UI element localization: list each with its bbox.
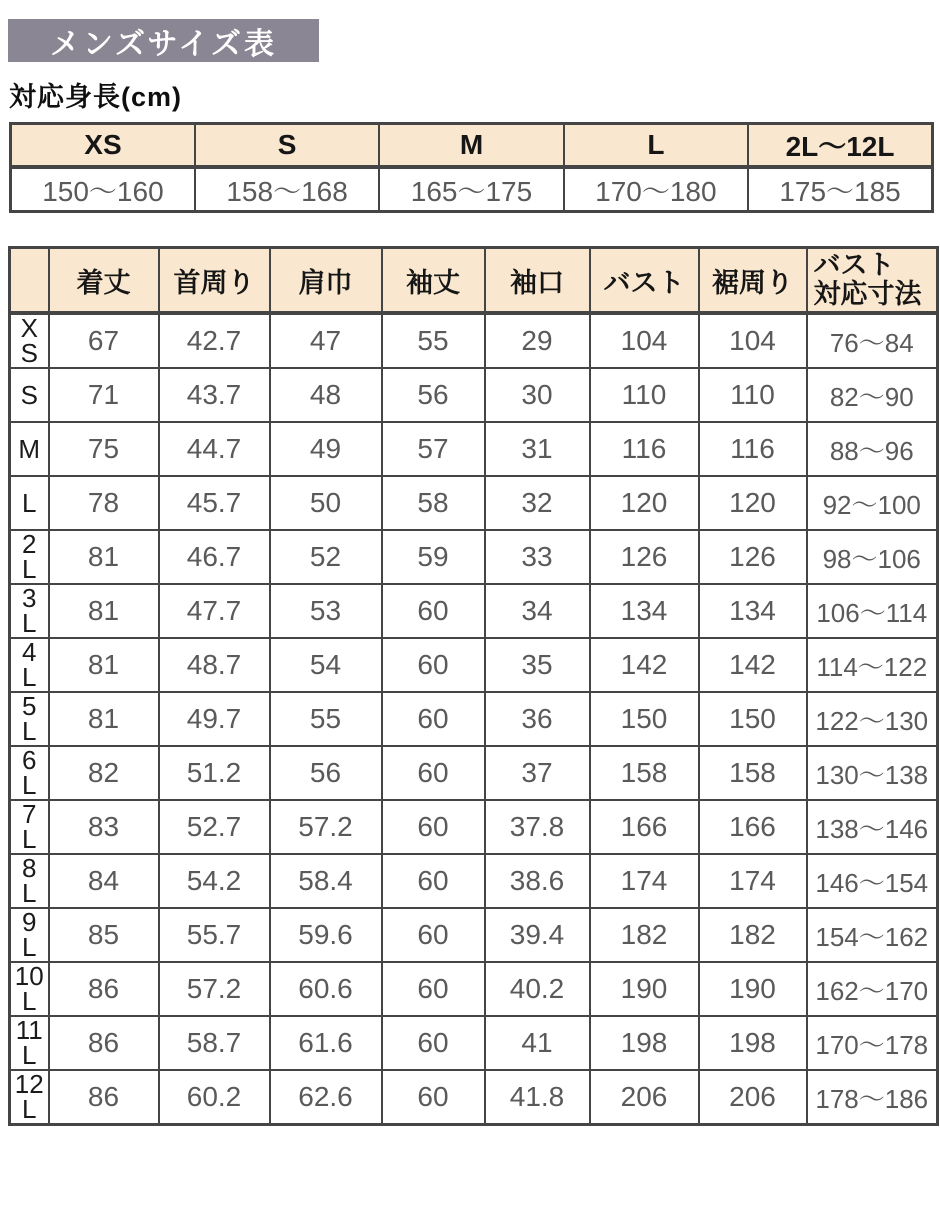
- size-value-cell: 60: [382, 1070, 485, 1125]
- size-value-cell: 76～84: [807, 313, 938, 368]
- size-value-cell: 146～154: [807, 854, 938, 908]
- size-value-cell: 104: [590, 313, 699, 368]
- size-value-cell: 55: [270, 692, 382, 746]
- size-value-cell: 178～186: [807, 1070, 938, 1125]
- size-row-label: X S: [10, 313, 49, 368]
- size-value-cell: 42.7: [159, 313, 270, 368]
- height-table: [9, 122, 934, 213]
- height-section-label: 対応身長(cm): [9, 82, 183, 112]
- size-value-cell: 37: [485, 746, 590, 800]
- size-value-cell: 122～130: [807, 692, 938, 746]
- size-col-header: バスト 対応寸法: [807, 248, 938, 314]
- size-table-corner-cell: [10, 248, 49, 314]
- size-value-cell: 45.7: [159, 476, 270, 530]
- size-table-row: [10, 530, 938, 584]
- size-value-cell: 104: [699, 313, 807, 368]
- size-col-header: バスト: [590, 248, 699, 314]
- size-col-header: 袖丈: [382, 248, 485, 314]
- height-table-header-row: [11, 124, 933, 168]
- size-value-cell: 120: [590, 476, 699, 530]
- size-value-cell: 198: [699, 1016, 807, 1070]
- size-table-body: [10, 313, 938, 1125]
- size-value-cell: 78: [49, 476, 159, 530]
- size-row-label: 12 L: [10, 1070, 49, 1125]
- size-value-cell: 126: [699, 530, 807, 584]
- size-value-cell: 60: [382, 638, 485, 692]
- size-table-header-row: [10, 248, 938, 314]
- size-value-cell: 57.2: [159, 962, 270, 1016]
- size-row-label: 4 L: [10, 638, 49, 692]
- size-value-cell: 56: [382, 368, 485, 422]
- size-value-cell: 114～122: [807, 638, 938, 692]
- size-value-cell: 59.6: [270, 908, 382, 962]
- size-value-cell: 150: [699, 692, 807, 746]
- size-value-cell: 52: [270, 530, 382, 584]
- page-title-banner: [8, 19, 319, 62]
- size-value-cell: 48.7: [159, 638, 270, 692]
- size-value-cell: 82: [49, 746, 159, 800]
- height-range-value: 175～185: [748, 167, 932, 212]
- size-table-row: [10, 422, 938, 476]
- size-value-cell: 182: [590, 908, 699, 962]
- size-value-cell: 58.7: [159, 1016, 270, 1070]
- size-value-cell: 62.6: [270, 1070, 382, 1125]
- height-col-header: 2L～12L: [748, 124, 932, 168]
- size-value-cell: 84: [49, 854, 159, 908]
- size-value-cell: 86: [49, 962, 159, 1016]
- size-value-cell: 52.7: [159, 800, 270, 854]
- size-value-cell: 170～178: [807, 1016, 938, 1070]
- size-value-cell: 56: [270, 746, 382, 800]
- size-value-cell: 134: [590, 584, 699, 638]
- size-value-cell: 39.4: [485, 908, 590, 962]
- size-table-row: [10, 476, 938, 530]
- size-value-cell: 38.6: [485, 854, 590, 908]
- size-value-cell: 34: [485, 584, 590, 638]
- size-value-cell: 60: [382, 800, 485, 854]
- size-value-cell: 174: [699, 854, 807, 908]
- size-value-cell: 57: [382, 422, 485, 476]
- size-row-label: 3 L: [10, 584, 49, 638]
- size-value-cell: 60.6: [270, 962, 382, 1016]
- size-row-label: 9 L: [10, 908, 49, 962]
- size-value-cell: 53: [270, 584, 382, 638]
- size-value-cell: 58.4: [270, 854, 382, 908]
- size-table-row: [10, 638, 938, 692]
- size-value-cell: 30: [485, 368, 590, 422]
- size-value-cell: 31: [485, 422, 590, 476]
- size-table-row: [10, 1070, 938, 1125]
- size-value-cell: 206: [590, 1070, 699, 1125]
- size-row-label: 11 L: [10, 1016, 49, 1070]
- size-value-cell: 75: [49, 422, 159, 476]
- size-value-cell: 81: [49, 584, 159, 638]
- size-value-cell: 61.6: [270, 1016, 382, 1070]
- size-value-cell: 60: [382, 908, 485, 962]
- size-value-cell: 82～90: [807, 368, 938, 422]
- size-value-cell: 116: [590, 422, 699, 476]
- size-table-row: [10, 313, 938, 368]
- size-value-cell: 47.7: [159, 584, 270, 638]
- size-value-cell: 67: [49, 313, 159, 368]
- size-value-cell: 81: [49, 692, 159, 746]
- size-value-cell: 60: [382, 962, 485, 1016]
- size-value-cell: 81: [49, 638, 159, 692]
- size-table: [8, 246, 939, 1126]
- size-value-cell: 198: [590, 1016, 699, 1070]
- size-table-row: [10, 746, 938, 800]
- size-value-cell: 32: [485, 476, 590, 530]
- size-value-cell: 44.7: [159, 422, 270, 476]
- size-value-cell: 71: [49, 368, 159, 422]
- size-table-row: [10, 368, 938, 422]
- size-row-label: L: [10, 476, 49, 530]
- size-value-cell: 59: [382, 530, 485, 584]
- size-value-cell: 206: [699, 1070, 807, 1125]
- size-value-cell: 174: [590, 854, 699, 908]
- size-value-cell: 49.7: [159, 692, 270, 746]
- size-value-cell: 47: [270, 313, 382, 368]
- size-value-cell: 60: [382, 854, 485, 908]
- size-value-cell: 60: [382, 746, 485, 800]
- size-value-cell: 134: [699, 584, 807, 638]
- size-value-cell: 190: [590, 962, 699, 1016]
- size-value-cell: 83: [49, 800, 159, 854]
- size-value-cell: 110: [590, 368, 699, 422]
- size-value-cell: 57.2: [270, 800, 382, 854]
- size-value-cell: 126: [590, 530, 699, 584]
- size-col-header: 袖口: [485, 248, 590, 314]
- size-value-cell: 158: [590, 746, 699, 800]
- height-table-value-row: [11, 167, 933, 212]
- size-value-cell: 60: [382, 692, 485, 746]
- size-col-header: 肩巾: [270, 248, 382, 314]
- size-value-cell: 54: [270, 638, 382, 692]
- size-value-cell: 92～100: [807, 476, 938, 530]
- size-col-header: 着丈: [49, 248, 159, 314]
- size-value-cell: 98～106: [807, 530, 938, 584]
- size-value-cell: 138～146: [807, 800, 938, 854]
- height-range-value: 158～168: [195, 167, 379, 212]
- size-value-cell: 41: [485, 1016, 590, 1070]
- size-row-label: 6 L: [10, 746, 49, 800]
- size-row-label: S: [10, 368, 49, 422]
- size-table-row: [10, 692, 938, 746]
- size-value-cell: 81: [49, 530, 159, 584]
- size-value-cell: 110: [699, 368, 807, 422]
- size-row-label: 2 L: [10, 530, 49, 584]
- height-range-value: 150～160: [11, 167, 195, 212]
- page-title: メンズサイズ表: [49, 27, 278, 61]
- size-value-cell: 51.2: [159, 746, 270, 800]
- size-value-cell: 60: [382, 1016, 485, 1070]
- size-value-cell: 35: [485, 638, 590, 692]
- size-col-header: 裾周り: [699, 248, 807, 314]
- size-value-cell: 142: [699, 638, 807, 692]
- size-value-cell: 46.7: [159, 530, 270, 584]
- size-value-cell: 48: [270, 368, 382, 422]
- size-row-label: 7 L: [10, 800, 49, 854]
- size-row-label: 5 L: [10, 692, 49, 746]
- size-table-row: [10, 1016, 938, 1070]
- size-value-cell: 158: [699, 746, 807, 800]
- size-value-cell: 116: [699, 422, 807, 476]
- size-value-cell: 36: [485, 692, 590, 746]
- size-table-row: [10, 962, 938, 1016]
- size-value-cell: 54.2: [159, 854, 270, 908]
- size-table-row: [10, 854, 938, 908]
- size-value-cell: 88～96: [807, 422, 938, 476]
- size-value-cell: 49: [270, 422, 382, 476]
- size-table-row: [10, 800, 938, 854]
- size-col-header: 首周り: [159, 248, 270, 314]
- size-value-cell: 55: [382, 313, 485, 368]
- size-value-cell: 50: [270, 476, 382, 530]
- size-value-cell: 41.8: [485, 1070, 590, 1125]
- size-value-cell: 120: [699, 476, 807, 530]
- size-value-cell: 190: [699, 962, 807, 1016]
- size-value-cell: 85: [49, 908, 159, 962]
- height-col-header: S: [195, 124, 379, 168]
- size-row-label: 8 L: [10, 854, 49, 908]
- size-value-cell: 40.2: [485, 962, 590, 1016]
- size-value-cell: 58: [382, 476, 485, 530]
- size-value-cell: 55.7: [159, 908, 270, 962]
- size-value-cell: 142: [590, 638, 699, 692]
- height-col-header: M: [379, 124, 563, 168]
- size-value-cell: 29: [485, 313, 590, 368]
- size-value-cell: 130～138: [807, 746, 938, 800]
- size-value-cell: 86: [49, 1016, 159, 1070]
- size-value-cell: 182: [699, 908, 807, 962]
- size-value-cell: 37.8: [485, 800, 590, 854]
- size-value-cell: 60: [382, 584, 485, 638]
- size-row-label: M: [10, 422, 49, 476]
- size-value-cell: 43.7: [159, 368, 270, 422]
- size-value-cell: 86: [49, 1070, 159, 1125]
- height-range-value: 170～180: [564, 167, 748, 212]
- size-value-cell: 106～114: [807, 584, 938, 638]
- height-range-value: 165～175: [379, 167, 563, 212]
- size-value-cell: 162～170: [807, 962, 938, 1016]
- size-value-cell: 154～162: [807, 908, 938, 962]
- height-col-header: L: [564, 124, 748, 168]
- height-col-header: XS: [11, 124, 195, 168]
- size-value-cell: 60.2: [159, 1070, 270, 1125]
- size-table-row: [10, 584, 938, 638]
- size-row-label: 10 L: [10, 962, 49, 1016]
- size-table-row: [10, 908, 938, 962]
- size-value-cell: 150: [590, 692, 699, 746]
- size-value-cell: 33: [485, 530, 590, 584]
- size-value-cell: 166: [590, 800, 699, 854]
- size-value-cell: 166: [699, 800, 807, 854]
